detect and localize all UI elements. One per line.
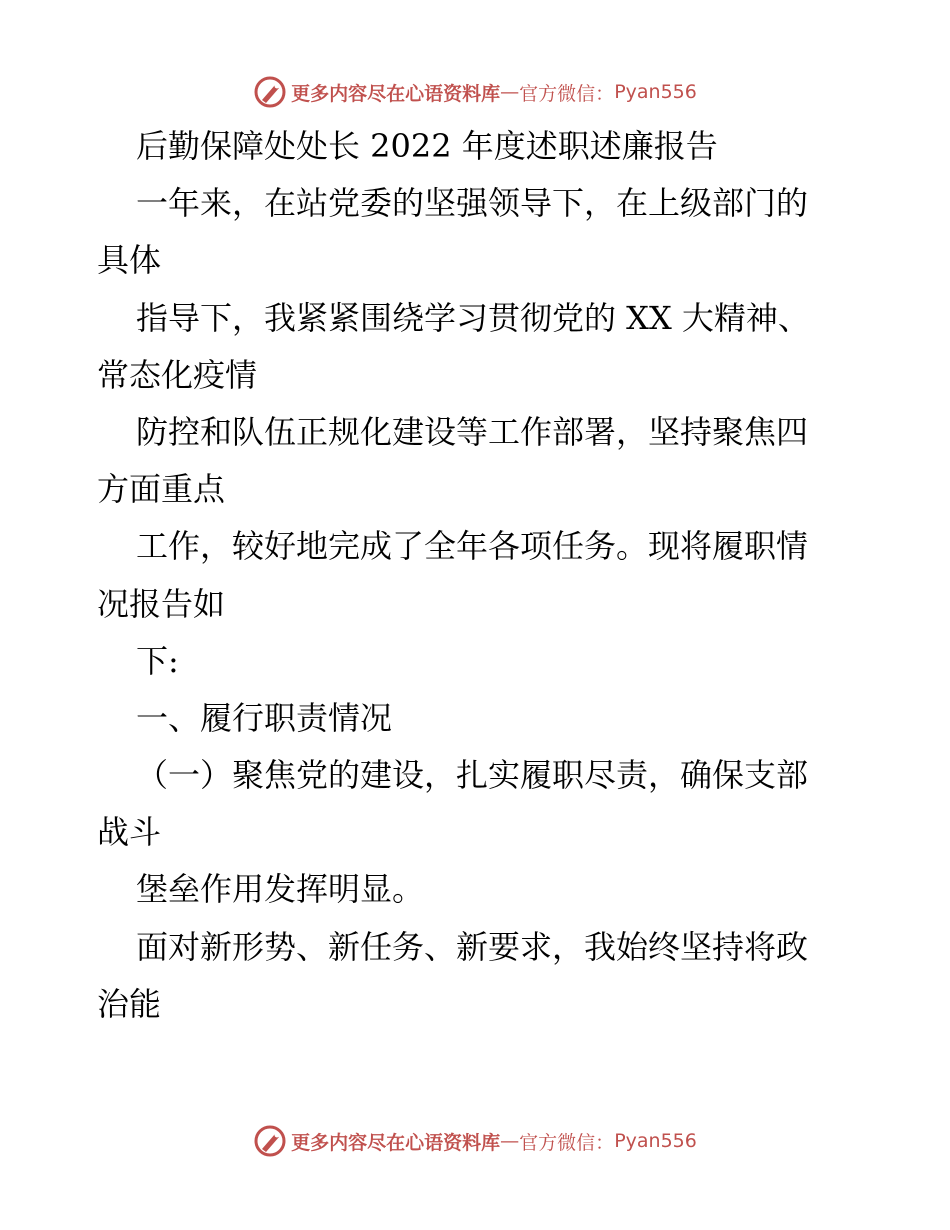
paragraph-line: 工作，较好地完成了全年各项任务。现将履职情 [136, 527, 809, 566]
watermark-wechat-label: 官方微信： [519, 1131, 615, 1154]
watermark-wechat-label: 官方微信： [519, 82, 615, 105]
paragraph-line: 具体 [97, 241, 162, 280]
paragraph-line: 一年来，在站党委的坚强领导下，在上级部门的 [136, 184, 809, 223]
subsection-heading: （一）聚焦党的建设，扎实履职尽责，确保支部 [136, 756, 809, 795]
paragraph-line: 下: [136, 641, 179, 680]
paragraph-line: 指导下，我紧紧围绕学习贯彻党的 XX 大精神、 [136, 298, 810, 337]
watermark-wechat-id: Pyan556 [614, 81, 697, 103]
pen-logo-icon [253, 1124, 287, 1158]
paragraph-line: 况报告如 [97, 584, 226, 623]
watermark-dash: — [500, 81, 520, 103]
paragraph-line: 常态化疫情 [97, 355, 258, 394]
paragraph-line: 面对新形势、新任务、新要求，我始终坚持将政 [136, 927, 809, 966]
watermark-wechat-id: Pyan556 [614, 1130, 697, 1152]
paragraph-line: 防控和队伍正规化建设等工作部署，坚持聚焦四 [136, 412, 809, 451]
watermark-text: 更多内容尽在心语资料库 [291, 1131, 501, 1154]
document-body [97, 118, 857, 1033]
bottom-watermark-banner [0, 1121, 950, 1161]
watermark-text: 更多内容尽在心语资料库 [291, 82, 501, 105]
watermark-dash: — [500, 1130, 520, 1152]
document-title: 后勤保障处处长 2022 年度述职述廉报告 [136, 127, 718, 165]
paragraph-line: 堡垒作用发挥明显。 [136, 870, 425, 909]
section-heading: 一、履行职责情况 [136, 698, 393, 737]
paragraph-line: 方面重点 [97, 470, 226, 509]
paragraph-line: 治能 [97, 984, 162, 1023]
paragraph-line: 战斗 [97, 813, 162, 852]
top-watermark-banner [0, 72, 950, 112]
pen-logo-icon [253, 75, 287, 109]
